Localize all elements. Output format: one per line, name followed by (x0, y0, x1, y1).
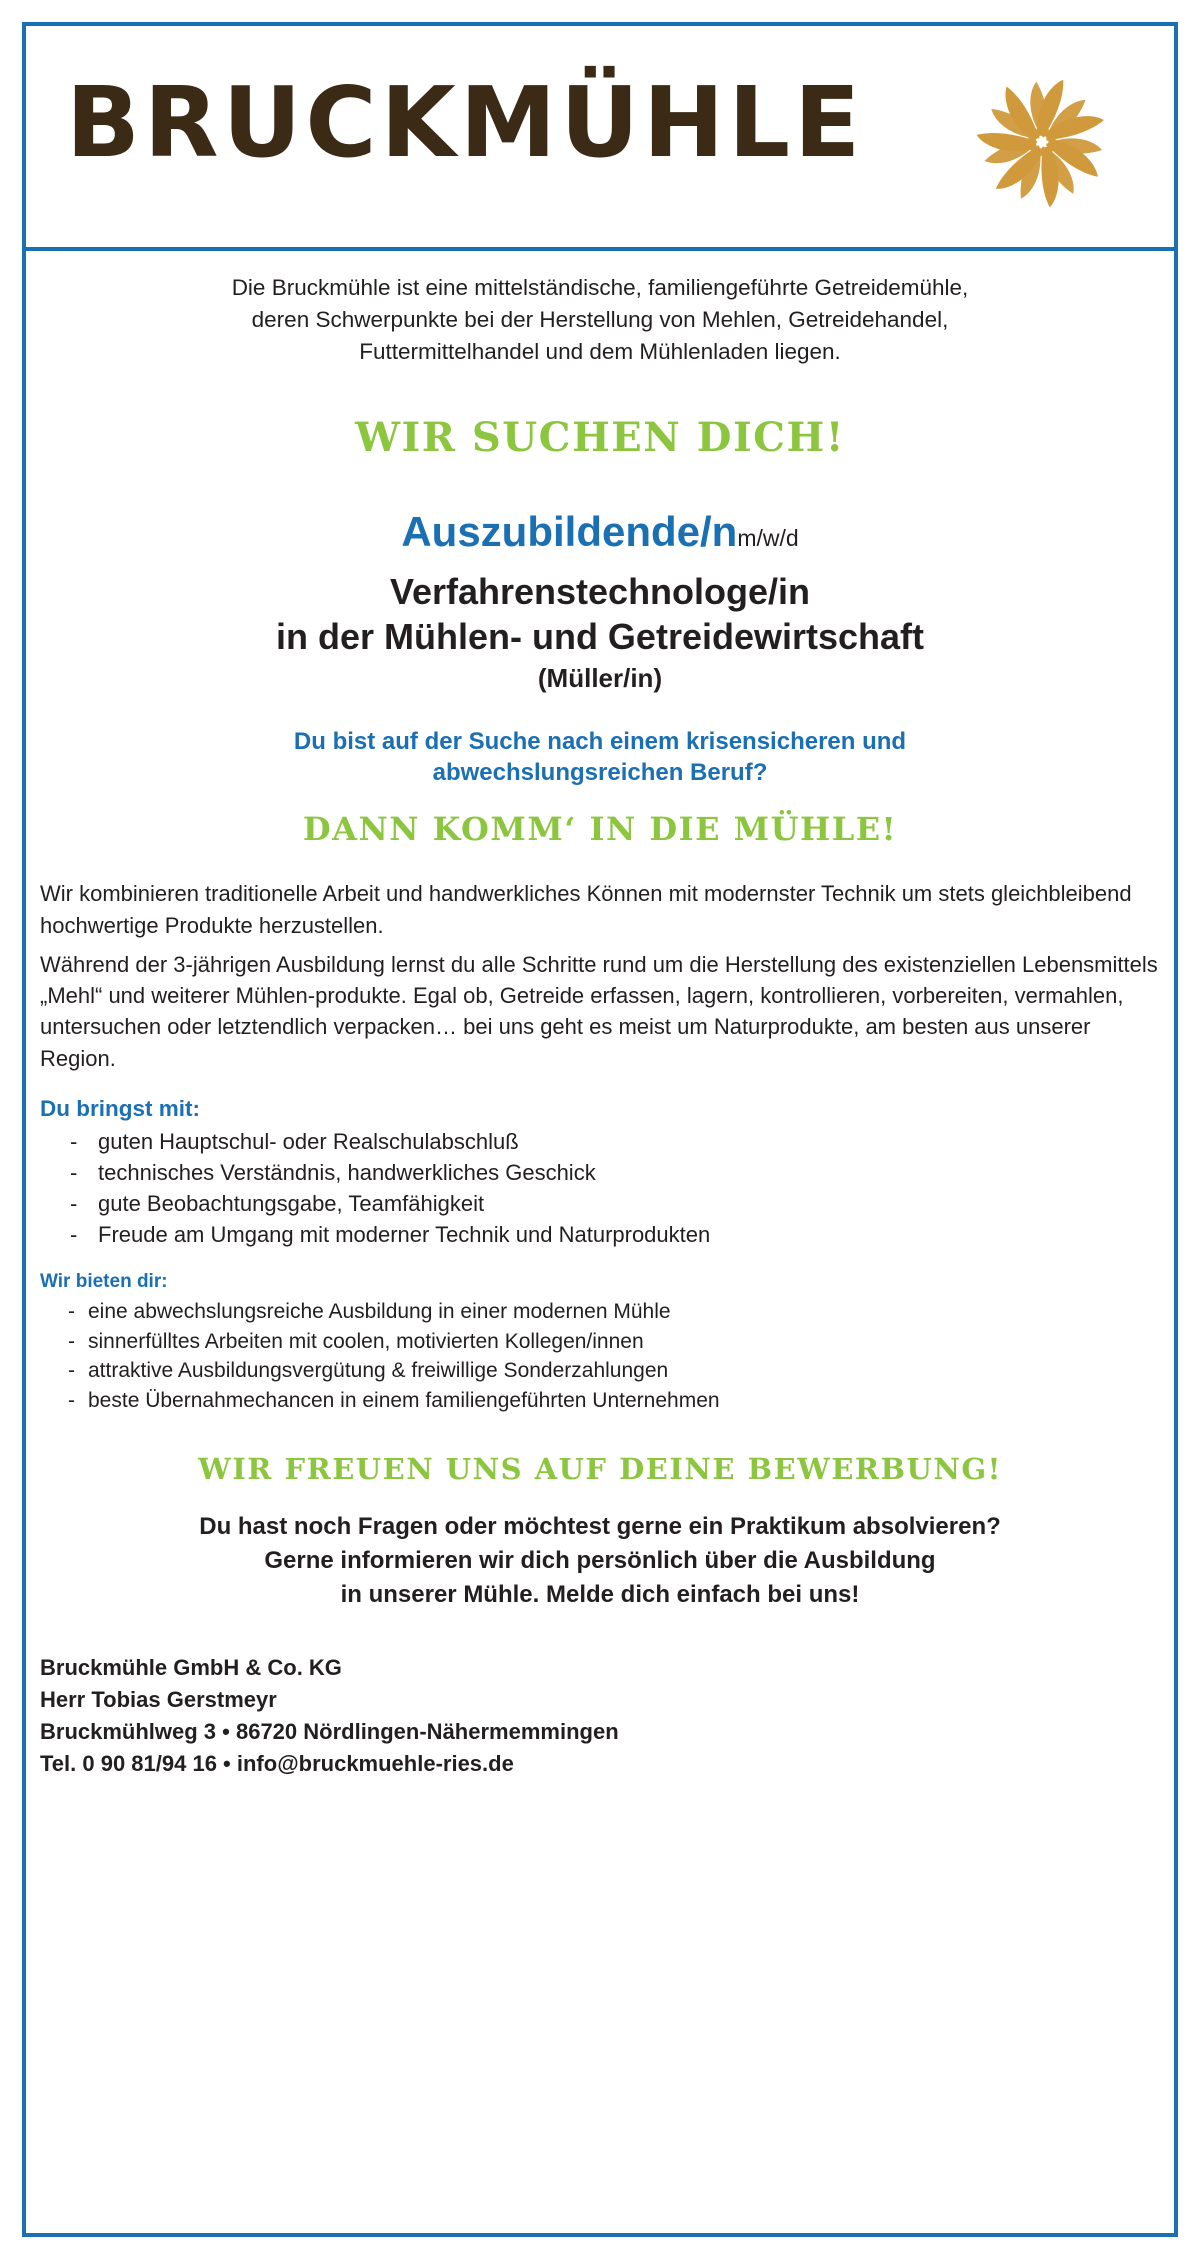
contact-address: Bruckmühlweg 3 • 86720 Nördlingen-Nähermemmingen (40, 1718, 619, 1744)
question-line-1: Du bist auf der Suche nach einem krisensicheren und (293, 728, 907, 755)
list-item (40, 1157, 1160, 1188)
job-title-main-text: Auszubildende/n (401, 507, 738, 555)
dash-icon: - (70, 1222, 78, 1248)
logo-header (26, 26, 1174, 251)
question-line-2: abwechslungsreichen Beruf? (432, 759, 768, 787)
body-paragraph-1: Wir kombinieren traditionelle Arbeit und handwerkliches Können mit modernster Technik um stets gleichbleibend hochwertige Produkte herzustellen. (40, 881, 1132, 938)
body-paragraphs (40, 878, 1160, 1073)
requirements-heading: Du bringst mit: (40, 1095, 200, 1121)
advert-content (40, 272, 1160, 1780)
wheat-ears-circular-mill-logo-icon (962, 62, 1122, 217)
requirements-list (40, 1126, 1160, 1251)
list-item (40, 1327, 1160, 1357)
list-item-label: guten Hauptschul- oder Realschulabschluß (98, 1128, 519, 1154)
list-item-label: Freude am Umgang mit moderner Technik und Naturprodukten (98, 1222, 711, 1248)
list-item (40, 1356, 1160, 1386)
list-item-label: gute Beobachtungsgabe, Teamfähigkeit (98, 1191, 485, 1217)
intro-line-3: Futtermittelhandel und dem Mühlenladen liegen. (359, 338, 841, 364)
headline-wir-suchen-dich: WIR SUCHEN DICH! (355, 413, 845, 461)
list-item (40, 1386, 1160, 1416)
dash-icon: - (68, 1329, 75, 1353)
job-title-gender: m/w/d (737, 524, 799, 551)
list-item-label: attraktive Ausbildungsvergütung & freiwillige Sonderzahlungen (88, 1359, 669, 1383)
dash-icon: - (68, 1359, 75, 1383)
contact-company: Bruckmühle GmbH & Co. KG (40, 1655, 342, 1681)
dash-icon: - (68, 1389, 75, 1413)
list-item-label: technisches Verständnis, handwerkliches Geschick (98, 1160, 596, 1186)
dash-icon: - (70, 1128, 78, 1154)
body-paragraph-2: Während der 3-jährigen Ausbildung lernst du alle Schritte rund um die Herstellung des existenziellen Lebensmittels „Mehl“ und weiterer Mühlen-produkte. Egal ob, Getreide erfassen, lagern, kontrollieren, vorbereiten, vermahlen, untersuchen oder letztendlich verpacken… bei uns geht es meist um Naturprodukte, am besten aus unserer Region. (40, 951, 1158, 1071)
intro-line-1: Die Bruckmühle ist eine mittelständische, familiengeführte Getreidemühle, (231, 275, 969, 300)
contact-person: Herr Tobias Gerstmeyr (40, 1687, 277, 1713)
list-item (40, 1126, 1160, 1157)
offer-list (40, 1297, 1160, 1416)
dash-icon: - (68, 1299, 75, 1323)
list-item (40, 1297, 1160, 1327)
offer-heading: Wir bieten dir: (40, 1270, 168, 1292)
headline-dann-komm: DANN KOMM‘ IN DIE MÜHLE! (302, 810, 898, 849)
closing-line-3: in unserer Mühle. Melde dich einfach bei uns! (340, 1581, 860, 1609)
dash-icon: - (70, 1160, 78, 1186)
list-item-label: sinnerfülltes Arbeiten mit coolen, motivierten Kollegen/innen (88, 1329, 644, 1353)
closing-block (40, 1510, 1160, 1612)
brand-wordmark: BRUCKMÜHLE (66, 66, 865, 179)
question-block (40, 726, 1160, 788)
contact-block (40, 1652, 1160, 1780)
headline-wir-freuen: WIR FREUEN UNS AUF DEINE BEWERBUNG! (198, 1451, 1002, 1486)
job-title-main (40, 509, 1160, 555)
list-item (40, 1188, 1160, 1219)
job-title-line-3: in der Mühlen- und Getreidewirtschaft (275, 616, 925, 657)
dash-icon: - (70, 1191, 78, 1217)
intro-paragraph (40, 272, 1160, 368)
list-item (40, 1219, 1160, 1250)
closing-line-2: Gerne informieren wir dich persönlich über die Ausbildung (264, 1547, 936, 1575)
contact-phone-email: Tel. 0 90 81/94 16 • info@bruckmuehle-ries.de (40, 1750, 514, 1776)
intro-line-2: deren Schwerpunkte bei der Herstellung von Mehlen, Getreidehandel, (251, 306, 949, 332)
closing-line-1: Du hast noch Fragen oder möchtest gerne ein Praktikum absolvieren? (199, 1512, 1001, 1540)
list-item-label: eine abwechslungsreiche Ausbildung in einer modernen Mühle (88, 1299, 671, 1323)
list-item-label: beste Übernahmechancen in einem familiengeführten Unternehmen (88, 1389, 720, 1413)
job-title-line-4: (Müller/in) (537, 663, 663, 693)
job-title-line-2: Verfahrenstechnologe/in (389, 571, 811, 612)
